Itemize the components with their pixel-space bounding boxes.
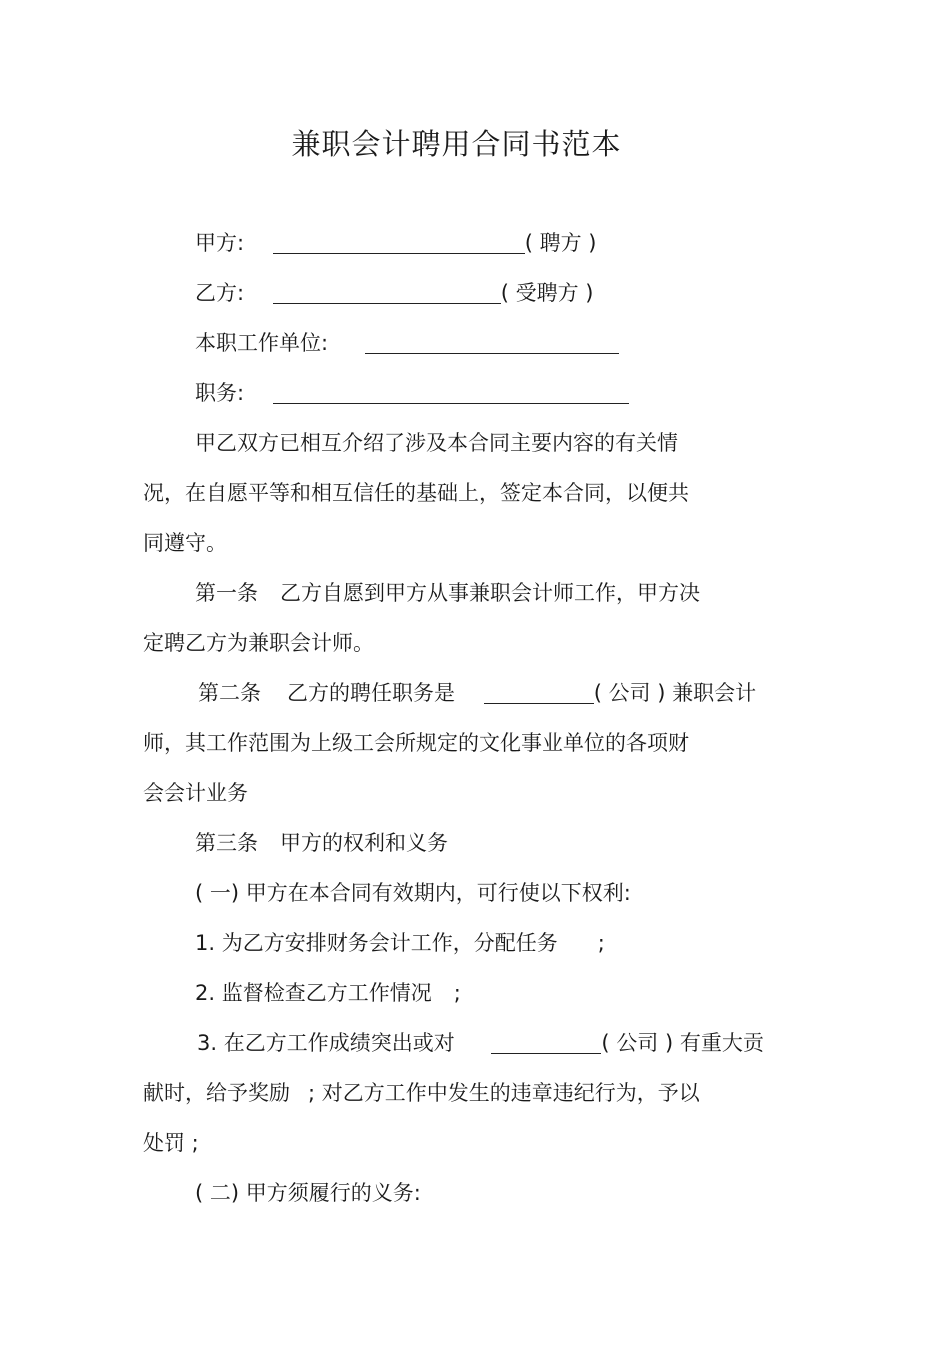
right-2-text: 2. 监督检查乙方工作情况 [195, 981, 432, 1005]
right-1 [195, 928, 605, 958]
party-b-note: ( 受聘方 ) [500, 281, 594, 305]
party-b-blank [273, 283, 501, 304]
article1-heading: 第一条 [195, 581, 258, 605]
article2-line-1 [198, 678, 756, 708]
document-title: 兼职会计聘用合同书范本 [291, 127, 622, 161]
rights-heading: ( 一) 甲方在本合同有效期内，可行使以下权利: [195, 881, 631, 905]
party-a-label: 甲方: [195, 231, 245, 255]
article2-text-post: ( 公司 ) 兼职会计 [593, 681, 757, 705]
employer-blank [365, 333, 619, 354]
article1-text: 乙方自愿到甲方从事兼职会计师工作，甲方决 [280, 581, 700, 605]
article2-line-3: 会会计业务 [143, 781, 248, 805]
article1-line-2: 定聘乙方为兼职会计师。 [143, 631, 374, 655]
article3-text: 甲方的权利和义务 [280, 831, 448, 855]
article2-heading: 第二条 [198, 681, 261, 705]
right-3-line-1 [197, 1028, 764, 1058]
right-2 [195, 978, 461, 1008]
intro-line-3: 同遵守。 [143, 531, 227, 555]
party-b-label: 乙方: [195, 281, 245, 305]
article3-line [195, 828, 448, 858]
right-3-line-2a: 献时，给予奖励 [143, 1081, 290, 1105]
party-b-row [195, 278, 594, 308]
intro-line-1: 甲乙双方已相互介绍了涉及本合同主要内容的有关情 [195, 431, 678, 455]
position-row [195, 378, 629, 408]
right-3-line-3: 处罚 ; [143, 1131, 199, 1155]
article1-line-1 [195, 578, 700, 608]
right-3-line-2b: ; 对乙方工作中发生的违章违纪行为，予以 [308, 1081, 700, 1105]
position-label: 职务: [195, 381, 245, 405]
employer-label: 本职工作单位: [195, 331, 329, 355]
right-1-end: ; [597, 931, 605, 955]
right-3-line-2 [143, 1078, 700, 1108]
article2-company-blank [484, 683, 594, 704]
party-a-row [195, 228, 597, 258]
right-1-text: 1. 为乙方安排财务会计工作，分配任务 [195, 931, 558, 955]
party-a-note: ( 聘方 ) [524, 231, 597, 255]
article2-text: 乙方的聘任职务是 [287, 681, 455, 705]
right-3-text-post: ( 公司 ) 有重大贡 [601, 1031, 764, 1055]
right-2-end: ; [453, 981, 461, 1005]
party-a-blank [273, 233, 525, 254]
right-3-company-blank [491, 1033, 601, 1054]
intro-line-2: 况，在自愿平等和相互信任的基础上，签定本合同，以便共 [143, 481, 689, 505]
employer-row [195, 328, 619, 358]
right-3-text: 3. 在乙方工作成绩突出或对 [197, 1031, 455, 1055]
duties-heading: ( 二) 甲方须履行的义务: [195, 1181, 421, 1205]
article3-heading: 第三条 [195, 831, 258, 855]
article2-line-2: 师，其工作范围为上级工会所规定的文化事业单位的各项财 [143, 731, 689, 755]
position-blank [273, 383, 629, 404]
